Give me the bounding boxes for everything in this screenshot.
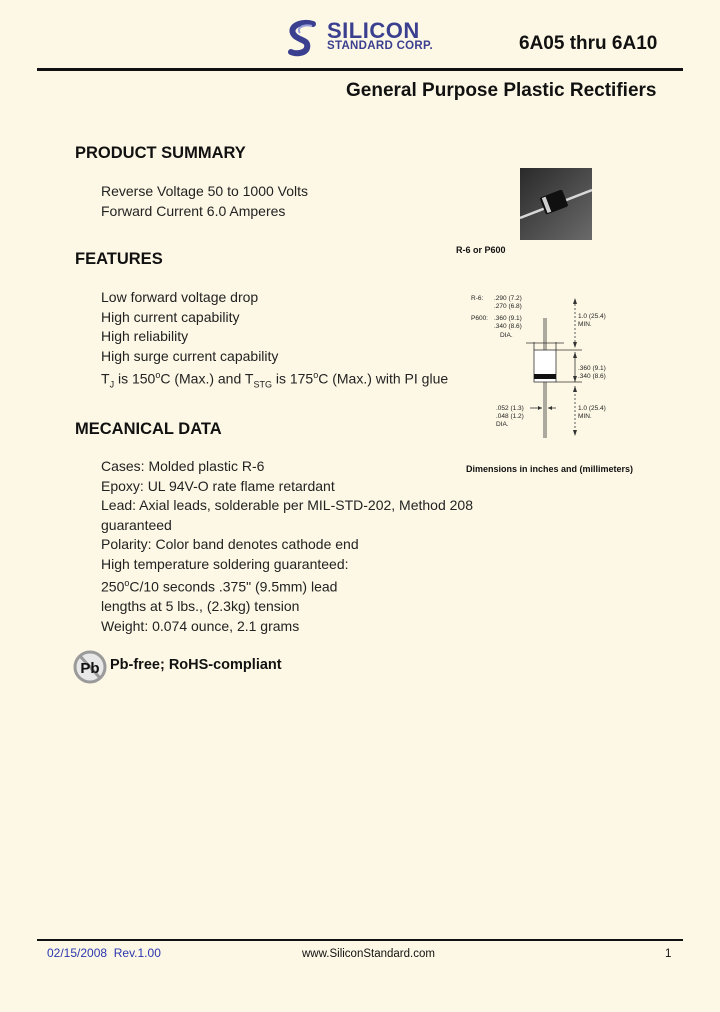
dim-dia-label: DIA. bbox=[500, 332, 513, 339]
mech-line: Epoxy: UL 94V-O rate flame retardant bbox=[101, 477, 335, 494]
dim-r6-label: R-6: bbox=[471, 295, 484, 302]
package-caption: R-6 or P600 bbox=[456, 245, 506, 255]
mech-line-solder: 250$^o$C/10 seconds .375" (9.5mm) lead bbox=[101, 578, 338, 595]
pb-free-icon bbox=[73, 648, 107, 686]
mech-line: guaranteed bbox=[101, 516, 172, 533]
brand-name: SILICON bbox=[327, 18, 420, 43]
dim-p600-values: .360 (9.1) .340 (8.6) bbox=[494, 315, 522, 330]
rectifier-photo bbox=[520, 168, 592, 240]
dim-r6-values: .290 (7.2) .270 (6.8) bbox=[494, 295, 522, 310]
feature-item: High current capability bbox=[101, 308, 240, 325]
mechanical-data-heading: MECANICAL DATA bbox=[75, 420, 222, 438]
header-divider bbox=[37, 68, 683, 71]
summary-line: Reverse Voltage 50 to 1000 Volts bbox=[101, 183, 309, 199]
rohs-compliance-text: Pb-free; RoHS-compliant bbox=[110, 657, 282, 673]
dim-lead-diameter: .052 (1.3) .048 (1.2) DIA. bbox=[496, 405, 524, 428]
dim-body-length: .360 (9.1) .340 (8.6) bbox=[578, 365, 606, 380]
mech-line: Weight: 0.074 ounce, 2.1 grams bbox=[101, 617, 300, 634]
footer-date-revision: 02/15/2008 Rev.1.00 bbox=[47, 946, 161, 960]
feature-item-temperature: $T_J$ is 150$^o$C (Max.) and $T_{STG}$ is 175$^o$C (Max.) with PI glue bbox=[101, 370, 449, 390]
feature-item: High reliability bbox=[101, 328, 189, 344]
features-heading: FEATURES bbox=[75, 250, 163, 268]
mech-line: Polarity: Color band denotes cathode end bbox=[101, 536, 359, 552]
dim-lead-length-top: 1.0 (25.4) MIN. bbox=[578, 313, 606, 328]
footer-website-link[interactable]: www.SiliconStandard.com bbox=[302, 948, 435, 960]
features-list bbox=[101, 288, 448, 395]
dim-p600-label: P600: bbox=[471, 315, 488, 322]
feature-item: Low forward voltage drop bbox=[101, 289, 259, 305]
summary-line: Forward Current 6.0 Amperes bbox=[101, 202, 286, 219]
product-summary-heading: PRODUCT SUMMARY bbox=[75, 144, 246, 162]
mech-line: High temperature soldering guaranteed: bbox=[101, 555, 349, 572]
company-logo-icon bbox=[283, 18, 323, 58]
pb-symbol: Pb bbox=[80, 660, 100, 677]
mech-line: Cases: Molded plastic R-6 bbox=[101, 458, 265, 474]
part-number-range: 6A05 thru 6A10 bbox=[519, 33, 658, 54]
page-number: 1 bbox=[665, 948, 672, 960]
dimensions-caption: Dimensions in inches and (millimeters) bbox=[466, 464, 634, 474]
footer-divider bbox=[37, 939, 683, 941]
document-title: General Purpose Plastic Rectifiers bbox=[346, 80, 657, 101]
feature-item: High surge current capability bbox=[101, 347, 279, 364]
mech-line: Lead: Axial leads, solderable per MIL-STD-202, Method 208 bbox=[101, 497, 473, 513]
mechanical-data-list bbox=[101, 457, 473, 636]
brand-subtitle: STANDARD CORP. bbox=[327, 40, 434, 52]
dim-lead-length-bottom: 1.0 (25.4) MIN. bbox=[578, 405, 606, 420]
product-summary-text bbox=[101, 182, 308, 221]
mech-line: lengths at 5 lbs., (2.3kg) tension bbox=[101, 598, 300, 615]
